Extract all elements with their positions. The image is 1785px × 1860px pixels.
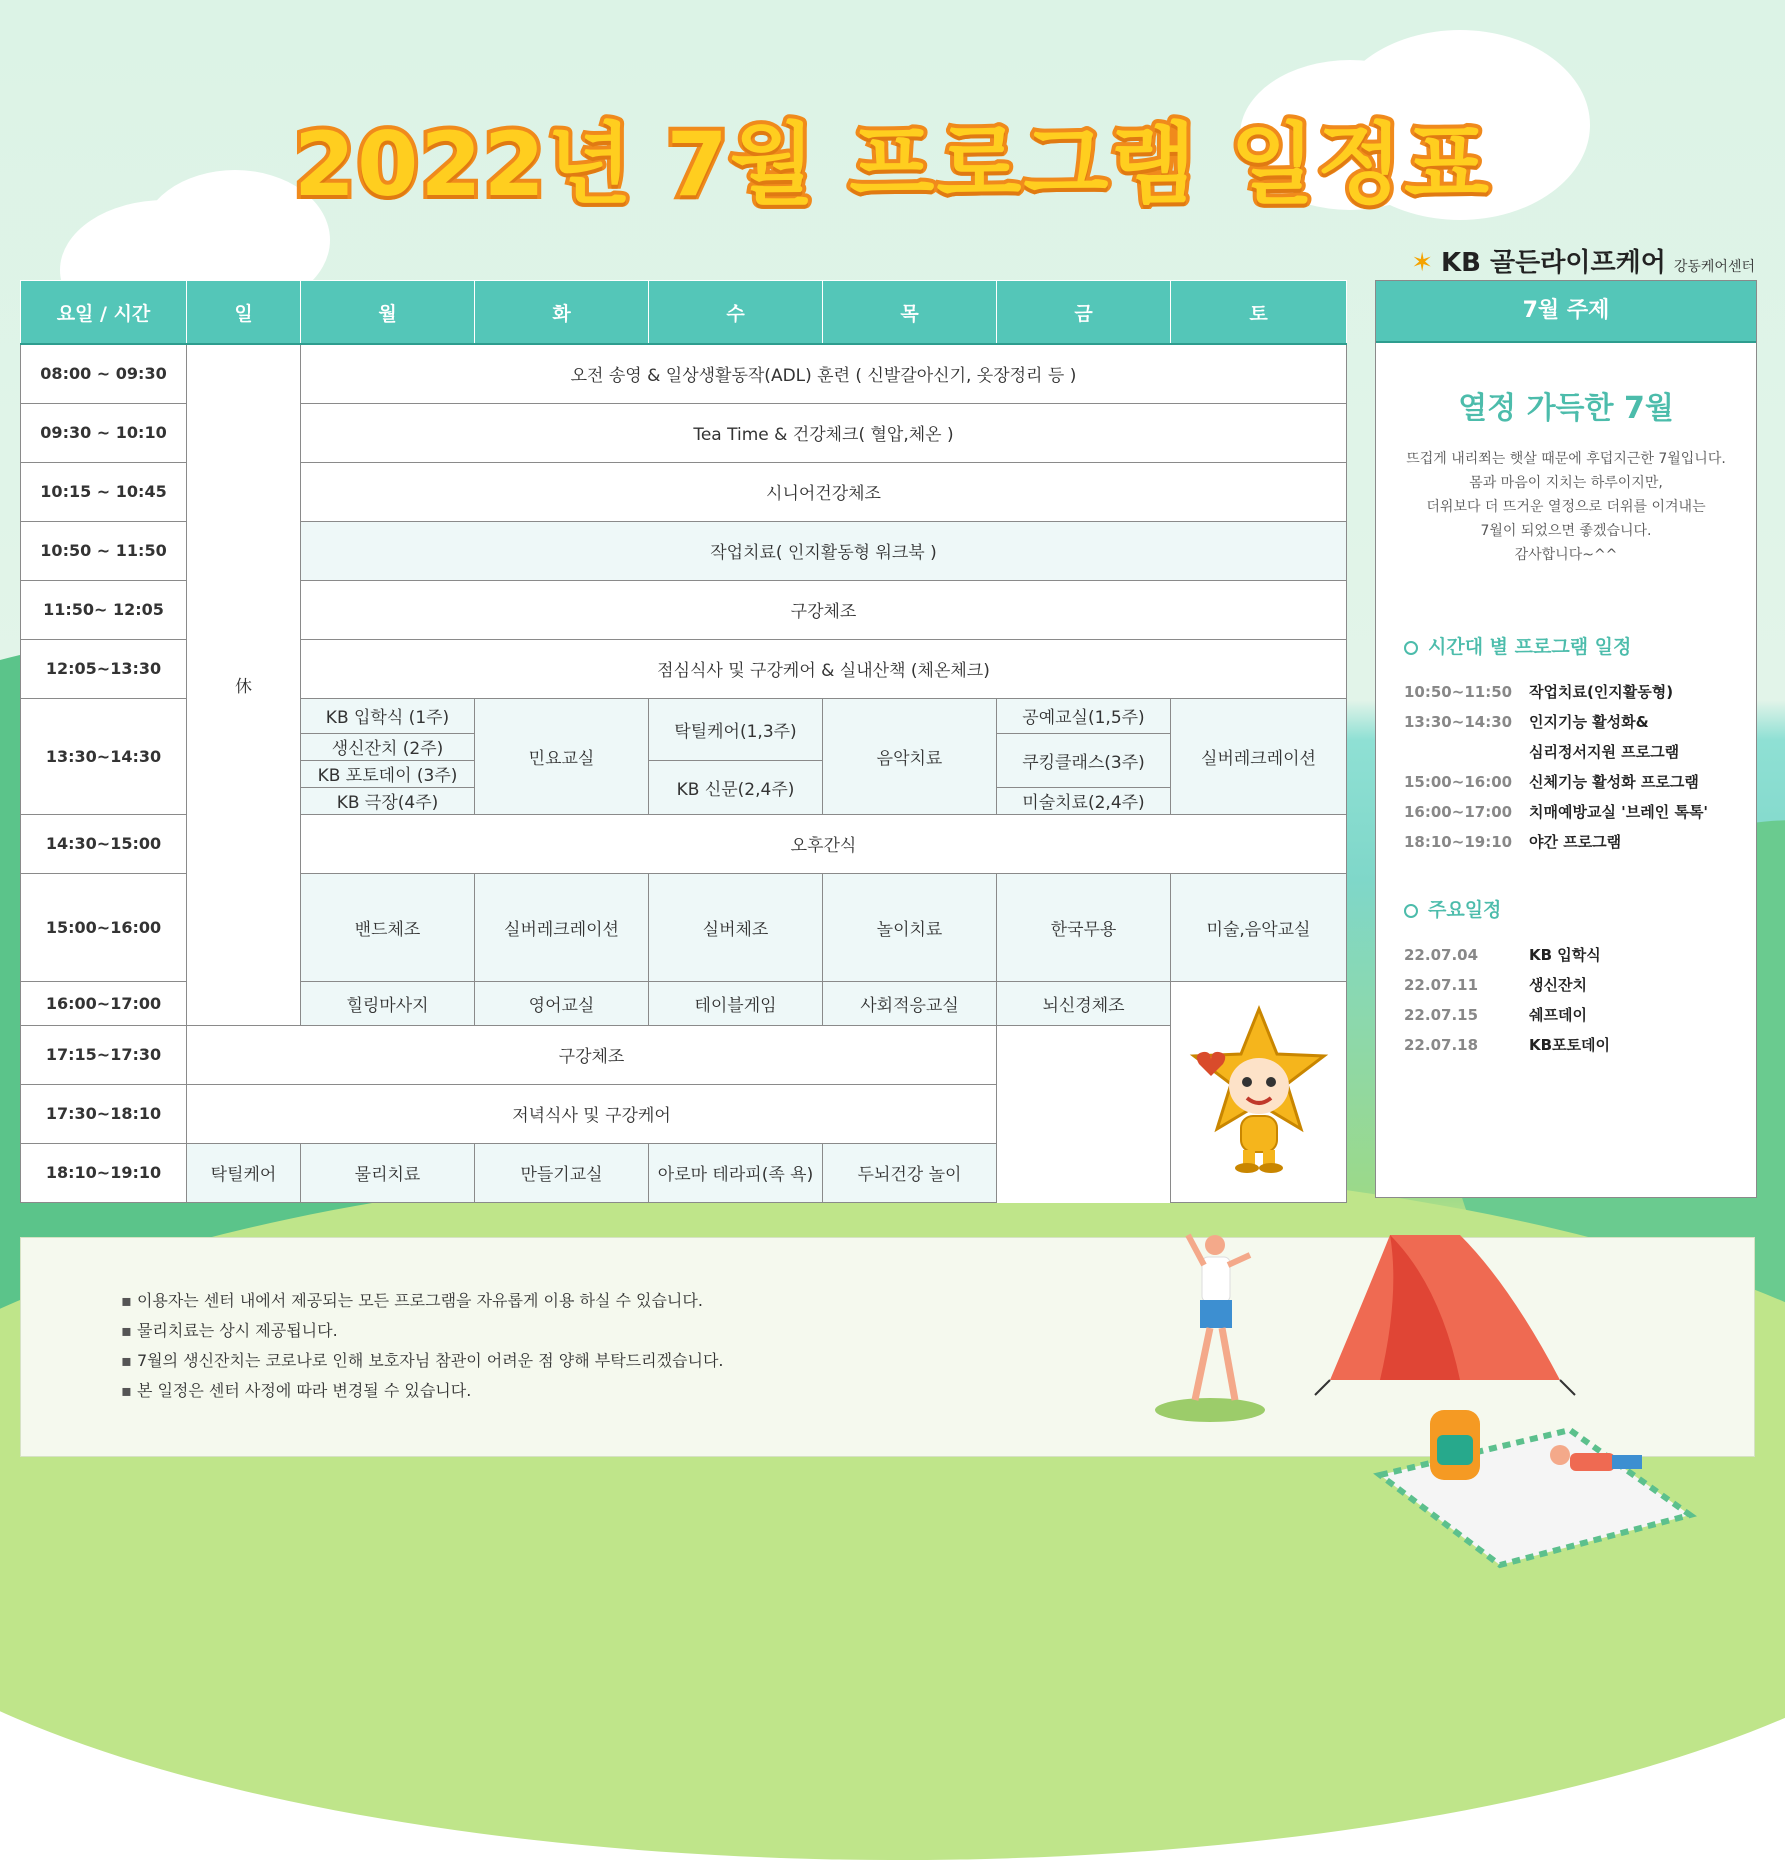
brand-name: KB 골든라이프케어 <box>1441 248 1666 278</box>
program-cell: 공예교실(1,5주) <box>997 698 1171 733</box>
theme-description <box>1376 447 1756 567</box>
header-tue: 화 <box>475 281 649 345</box>
section-title-text: 시간대 별 프로그램 일정 <box>1428 636 1632 658</box>
sunday-holiday: 休 <box>187 344 301 1025</box>
time-cell: 17:15~17:30 <box>21 1025 187 1084</box>
table-header-row <box>21 281 1347 345</box>
program-cell: 시니어건강체조 <box>301 462 1347 521</box>
list-item <box>1404 767 1756 797</box>
section-title-events <box>1404 895 1756 922</box>
list-item <box>1404 707 1756 737</box>
program-time: 13:30~14:30 <box>1404 713 1513 731</box>
program-time <box>1404 737 1529 767</box>
header-time: 요일 / 시간 <box>21 281 187 345</box>
program-name: 심리정서지원 프로그램 <box>1529 743 1680 761</box>
program-cell: 구강체조 <box>301 580 1347 639</box>
schedule-table <box>20 280 1347 1203</box>
notice-item: ▪ 본 일정은 센터 사정에 따라 변경될 수 있습니다. <box>121 1376 1754 1406</box>
event-date: 22.07.11 <box>1404 976 1479 994</box>
program-cell: 점심식사 및 구강케어 & 실내산책 (체온체크) <box>301 639 1347 698</box>
center-name: 강동케어센터 <box>1673 259 1755 275</box>
program-list <box>1404 677 1756 857</box>
page-title: 2022년 7월 프로그램 일정표 <box>293 113 1492 216</box>
program-cell: 오전 송영 & 일상생활동작(ADL) 훈련 ( 신발갈아신기, 옷장정리 등 ) <box>301 344 1347 403</box>
program-cell: 만들기교실 <box>475 1143 649 1202</box>
table-row <box>21 344 1347 403</box>
program-cell: KB 입학식 (1주) <box>301 698 475 733</box>
time-cell: 11:50~ 12:05 <box>21 580 187 639</box>
ring-bullet-icon <box>1404 904 1418 918</box>
program-cell: 뇌신경체조 <box>997 981 1171 1025</box>
program-name: 신체기능 활성화 프로그램 <box>1529 773 1699 791</box>
time-cell: 13:30~14:30 <box>21 698 187 814</box>
event-name: KB 입학식 <box>1529 946 1601 964</box>
program-cell: 밴드체조 <box>301 873 475 981</box>
theme-desc-line: 더위보다 더 뜨거운 열정으로 더위를 이겨내는 <box>1426 499 1706 515</box>
program-cell: 미술치료(2,4주) <box>997 787 1171 814</box>
program-name: 인지기능 활성화& <box>1529 713 1649 731</box>
table-row <box>21 1143 1347 1202</box>
list-item <box>1404 737 1756 767</box>
time-cell: 12:05~13:30 <box>21 639 187 698</box>
section-title-programs <box>1404 632 1756 659</box>
theme-desc-line: 몸과 마음이 지치는 하루이지만, <box>1469 475 1663 491</box>
time-cell: 14:30~15:00 <box>21 814 187 873</box>
program-cell: 한국무용 <box>997 873 1171 981</box>
program-cell: KB 신문(2,4주) <box>649 760 823 814</box>
event-date: 22.07.18 <box>1404 1036 1479 1054</box>
notice-item: ▪ 7월의 생신잔치는 코로나로 인해 보호자님 참관이 어려운 점 양해 부탁드리겠습니다. <box>121 1346 1754 1376</box>
header-wed: 수 <box>649 281 823 345</box>
time-cell: 18:10~19:10 <box>21 1143 187 1202</box>
table-row <box>21 1025 1347 1084</box>
program-cell: 아로마 테라피(족 욕) <box>649 1143 823 1202</box>
time-cell: 10:50 ~ 11:50 <box>21 521 187 580</box>
header-mon: 월 <box>301 281 475 345</box>
event-name: 생신잔치 <box>1529 976 1587 994</box>
program-cell: 쿠킹클래스(3주) <box>997 733 1171 787</box>
program-cell: 저녁식사 및 구강케어 <box>187 1084 997 1143</box>
notice-item: ▪ 이용자는 센터 내에서 제공되는 모든 프로그램을 자유롭게 이용 하실 수 있습니다. <box>121 1286 1754 1316</box>
brand-logo <box>1411 242 1755 279</box>
program-name: 치매예방교실 '브레인 톡톡' <box>1529 803 1709 821</box>
camping-illustration <box>1140 1225 1700 1580</box>
event-date: 22.07.04 <box>1404 946 1479 964</box>
theme-desc-line: 뜨겁게 내리쬐는 햇살 때문에 후덥지근한 7월입니다. <box>1406 451 1726 467</box>
time-cell: 17:30~18:10 <box>21 1084 187 1143</box>
header-sun: 일 <box>187 281 301 345</box>
list-item <box>1404 827 1756 857</box>
list-item <box>1404 677 1756 707</box>
event-name: KB포토데이 <box>1529 1036 1611 1054</box>
table-row <box>21 1084 1347 1143</box>
walking-person-icon <box>1188 1235 1250 1400</box>
program-cell: KB 극장(4주) <box>301 787 475 814</box>
program-time: 15:00~16:00 <box>1404 773 1513 791</box>
backpack-icon <box>1430 1410 1480 1480</box>
kb-star-icon: ✶ <box>1411 248 1433 278</box>
time-cell: 15:00~16:00 <box>21 873 187 981</box>
theme-header: 7월 주제 <box>1376 281 1756 343</box>
program-cell: 실버레크레이션 <box>475 873 649 981</box>
program-time: 10:50~11:50 <box>1404 683 1513 701</box>
kb-star-mascot-icon <box>1189 1004 1329 1174</box>
list-item <box>1404 1030 1756 1060</box>
program-cell: 힐링마사지 <box>301 981 475 1025</box>
program-cell: Tea Time & 건강체크( 혈압,체온 ) <box>301 403 1347 462</box>
program-name: 야간 프로그램 <box>1529 833 1622 851</box>
event-date: 22.07.15 <box>1404 1006 1479 1024</box>
shadow-icon <box>1155 1398 1265 1422</box>
section-title-text: 주요일정 <box>1428 899 1502 921</box>
header-fri: 금 <box>997 281 1171 345</box>
header-thu: 목 <box>823 281 997 345</box>
tent-icon <box>1315 1235 1575 1395</box>
program-cell: 영어교실 <box>475 981 649 1025</box>
program-cell: 탁틸케어(1,3주) <box>649 698 823 760</box>
program-cell: 음악치료 <box>823 698 997 814</box>
notice-item: ▪ 물리치료는 상시 제공됩니다. <box>121 1316 1754 1346</box>
list-item <box>1404 797 1756 827</box>
time-cell: 09:30 ~ 10:10 <box>21 403 187 462</box>
program-cell: 민요교실 <box>475 698 649 814</box>
picnic-mat-icon <box>1380 1430 1690 1565</box>
time-cell: 10:15 ~ 10:45 <box>21 462 187 521</box>
monthly-theme-panel <box>1375 280 1757 1198</box>
ring-bullet-icon <box>1404 641 1418 655</box>
program-cell: 사회적응교실 <box>823 981 997 1025</box>
program-cell: KB 포토데이 (3주) <box>301 760 475 787</box>
theme-headline: 열정 가득한 7월 <box>1458 391 1674 426</box>
program-cell: 구강체조 <box>187 1025 997 1084</box>
event-list <box>1404 940 1756 1060</box>
program-cell: 생신잔치 (2주) <box>301 733 475 760</box>
mascot-cell <box>1171 981 1347 1202</box>
program-name: 작업치료(인지활동형) <box>1529 683 1674 701</box>
time-cell: 08:00 ~ 09:30 <box>21 344 187 403</box>
program-cell: 테이블게임 <box>649 981 823 1025</box>
list-item <box>1404 1000 1756 1030</box>
program-cell: 실버레크레이션 <box>1171 698 1347 814</box>
program-cell: 실버체조 <box>649 873 823 981</box>
program-cell: 미술,음악교실 <box>1171 873 1347 981</box>
list-item <box>1404 970 1756 1000</box>
program-time: 16:00~17:00 <box>1404 803 1513 821</box>
time-cell: 16:00~17:00 <box>21 981 187 1025</box>
program-cell: 탁틸케어 <box>187 1143 301 1202</box>
program-cell: 물리치료 <box>301 1143 475 1202</box>
theme-desc-line: 7월이 되었으면 좋겠습니다. <box>1480 523 1652 539</box>
list-item <box>1404 940 1756 970</box>
header-sat: 토 <box>1171 281 1347 345</box>
theme-desc-line: 감사합니다~^^ <box>1514 547 1618 563</box>
program-cell: 놀이치료 <box>823 873 997 981</box>
program-cell: 작업치료( 인지활동형 워크북 ) <box>301 521 1347 580</box>
event-name: 쉐프데이 <box>1529 1006 1587 1024</box>
program-cell: 두뇌건강 놀이 <box>823 1143 997 1202</box>
program-time: 18:10~19:10 <box>1404 833 1513 851</box>
program-cell: 오후간식 <box>301 814 1347 873</box>
